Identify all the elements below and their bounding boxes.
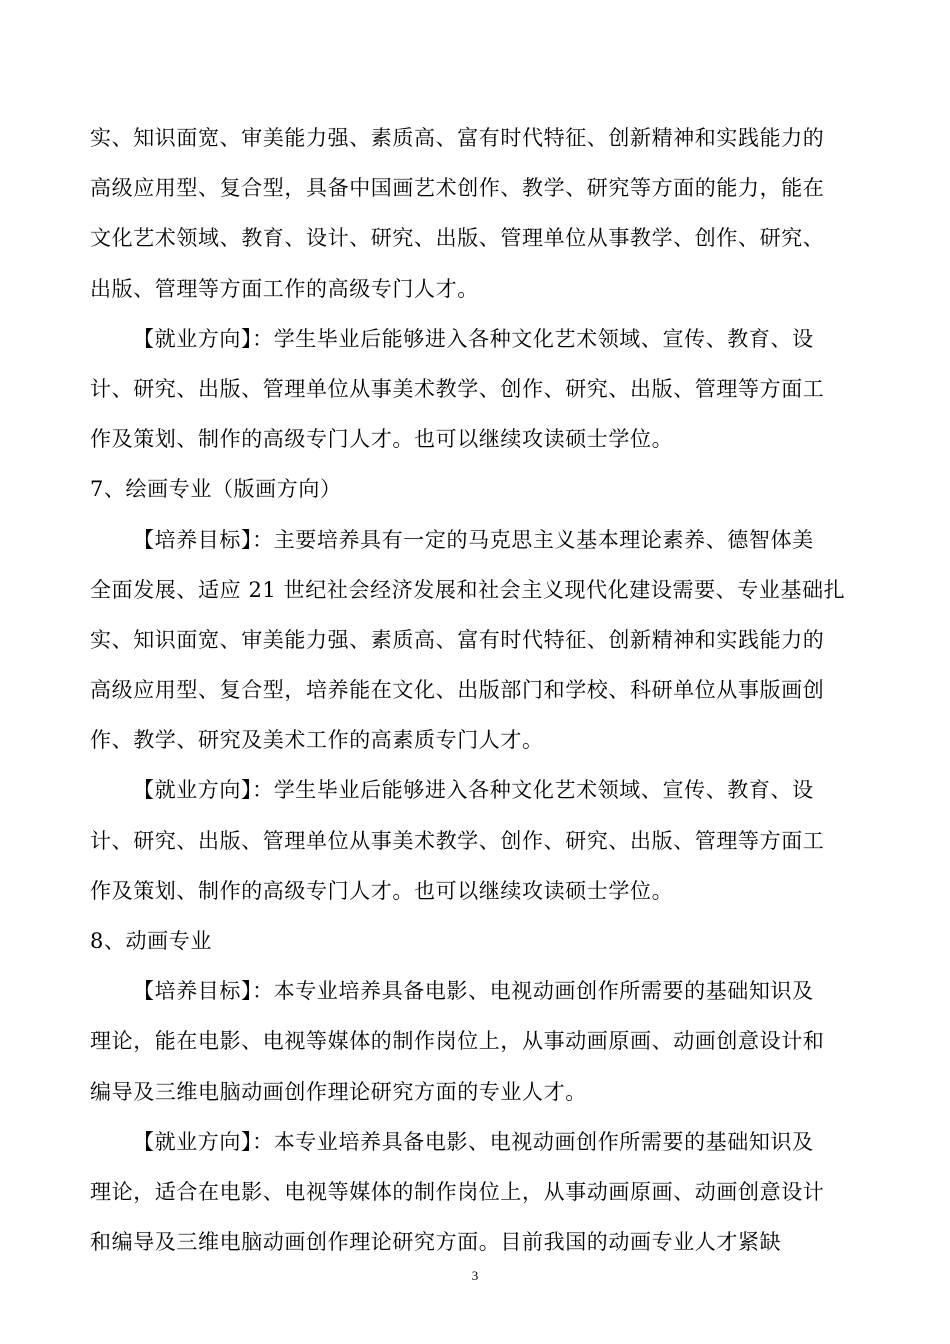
text-line: 编导及三维电脑动画创作理论研究方面的专业人才。 bbox=[90, 1079, 587, 1104]
page-number: 3 bbox=[471, 1268, 479, 1283]
text-line: 理论，能在电影、电视等媒体的制作岗位上，从事动画原画、动画创意设计和 bbox=[90, 1029, 825, 1054]
text-line: 高级应用型、复合型，具备中国画艺术创作、教学、研究等方面的能力，能在 bbox=[90, 176, 825, 201]
text-line: 和编导及三维电脑动画创作理论研究方面。目前我国的动画专业人才紧缺 bbox=[90, 1230, 782, 1255]
section-heading-printmaking: 7、绘画专业（版画方向） bbox=[90, 477, 342, 502]
text-line: 实、知识面宽、审美能力强、素质高、富有时代特征、创新精神和实践能力的 bbox=[90, 627, 825, 652]
text-line: 计、研究、出版、管理单位从事美术教学、创作、研究、出版、管理等方面工 bbox=[90, 828, 825, 853]
text-line: 计、研究、出版、管理单位从事美术教学、创作、研究、出版、管理等方面工 bbox=[90, 376, 825, 401]
employment-direction-paragraph-start: 【就业方向】：学生毕业后能够进入各种文化艺术领域、宣传、教育、设 bbox=[133, 778, 814, 803]
text-line: 作、教学、研究及美术工作的高素质专门人才。 bbox=[90, 728, 544, 753]
employment-direction-paragraph-start: 【就业方向】：本专业培养具备电影、电视动画创作所需要的基础知识及 bbox=[133, 1129, 814, 1154]
training-goal-paragraph-start: 【培养目标】：本专业培养具备电影、电视动画创作所需要的基础知识及 bbox=[133, 979, 814, 1004]
text-line: 作及策划、制作的高级专门人才。也可以继续攻读硕士学位。 bbox=[90, 427, 674, 452]
text-line: 理论，适合在电影、电视等媒体的制作岗位上，从事动画原画、动画创意设计 bbox=[90, 1179, 825, 1204]
text-line: 高级应用型、复合型，培养能在文化、出版部门和学校、科研单位从事版画创 bbox=[90, 678, 825, 703]
section-heading-animation: 8、动画专业 bbox=[90, 929, 212, 953]
text-line: 作及策划、制作的高级专门人才。也可以继续攻读硕士学位。 bbox=[90, 878, 674, 903]
employment-direction-paragraph-start: 【就业方向】：学生毕业后能够进入各种文化艺术领域、宣传、教育、设 bbox=[133, 326, 814, 351]
text-line: 文化艺术领域、教育、设计、研究、出版、管理单位从事教学、创作、研究、 bbox=[90, 226, 825, 251]
text-line: 出版、管理等方面工作的高级专门人才。 bbox=[90, 276, 479, 301]
text-line: 全面发展、适应 21 世纪社会经济发展和社会主义现代化建设需要、专业基础扎 bbox=[90, 577, 846, 602]
text-line: 实、知识面宽、审美能力强、素质高、富有时代特征、创新精神和实践能力的 bbox=[90, 126, 825, 150]
document-body bbox=[90, 113, 865, 1267]
training-goal-paragraph-start: 【培养目标】：主要培养具有一定的马克思主义基本理论素养、德智体美 bbox=[133, 527, 814, 552]
